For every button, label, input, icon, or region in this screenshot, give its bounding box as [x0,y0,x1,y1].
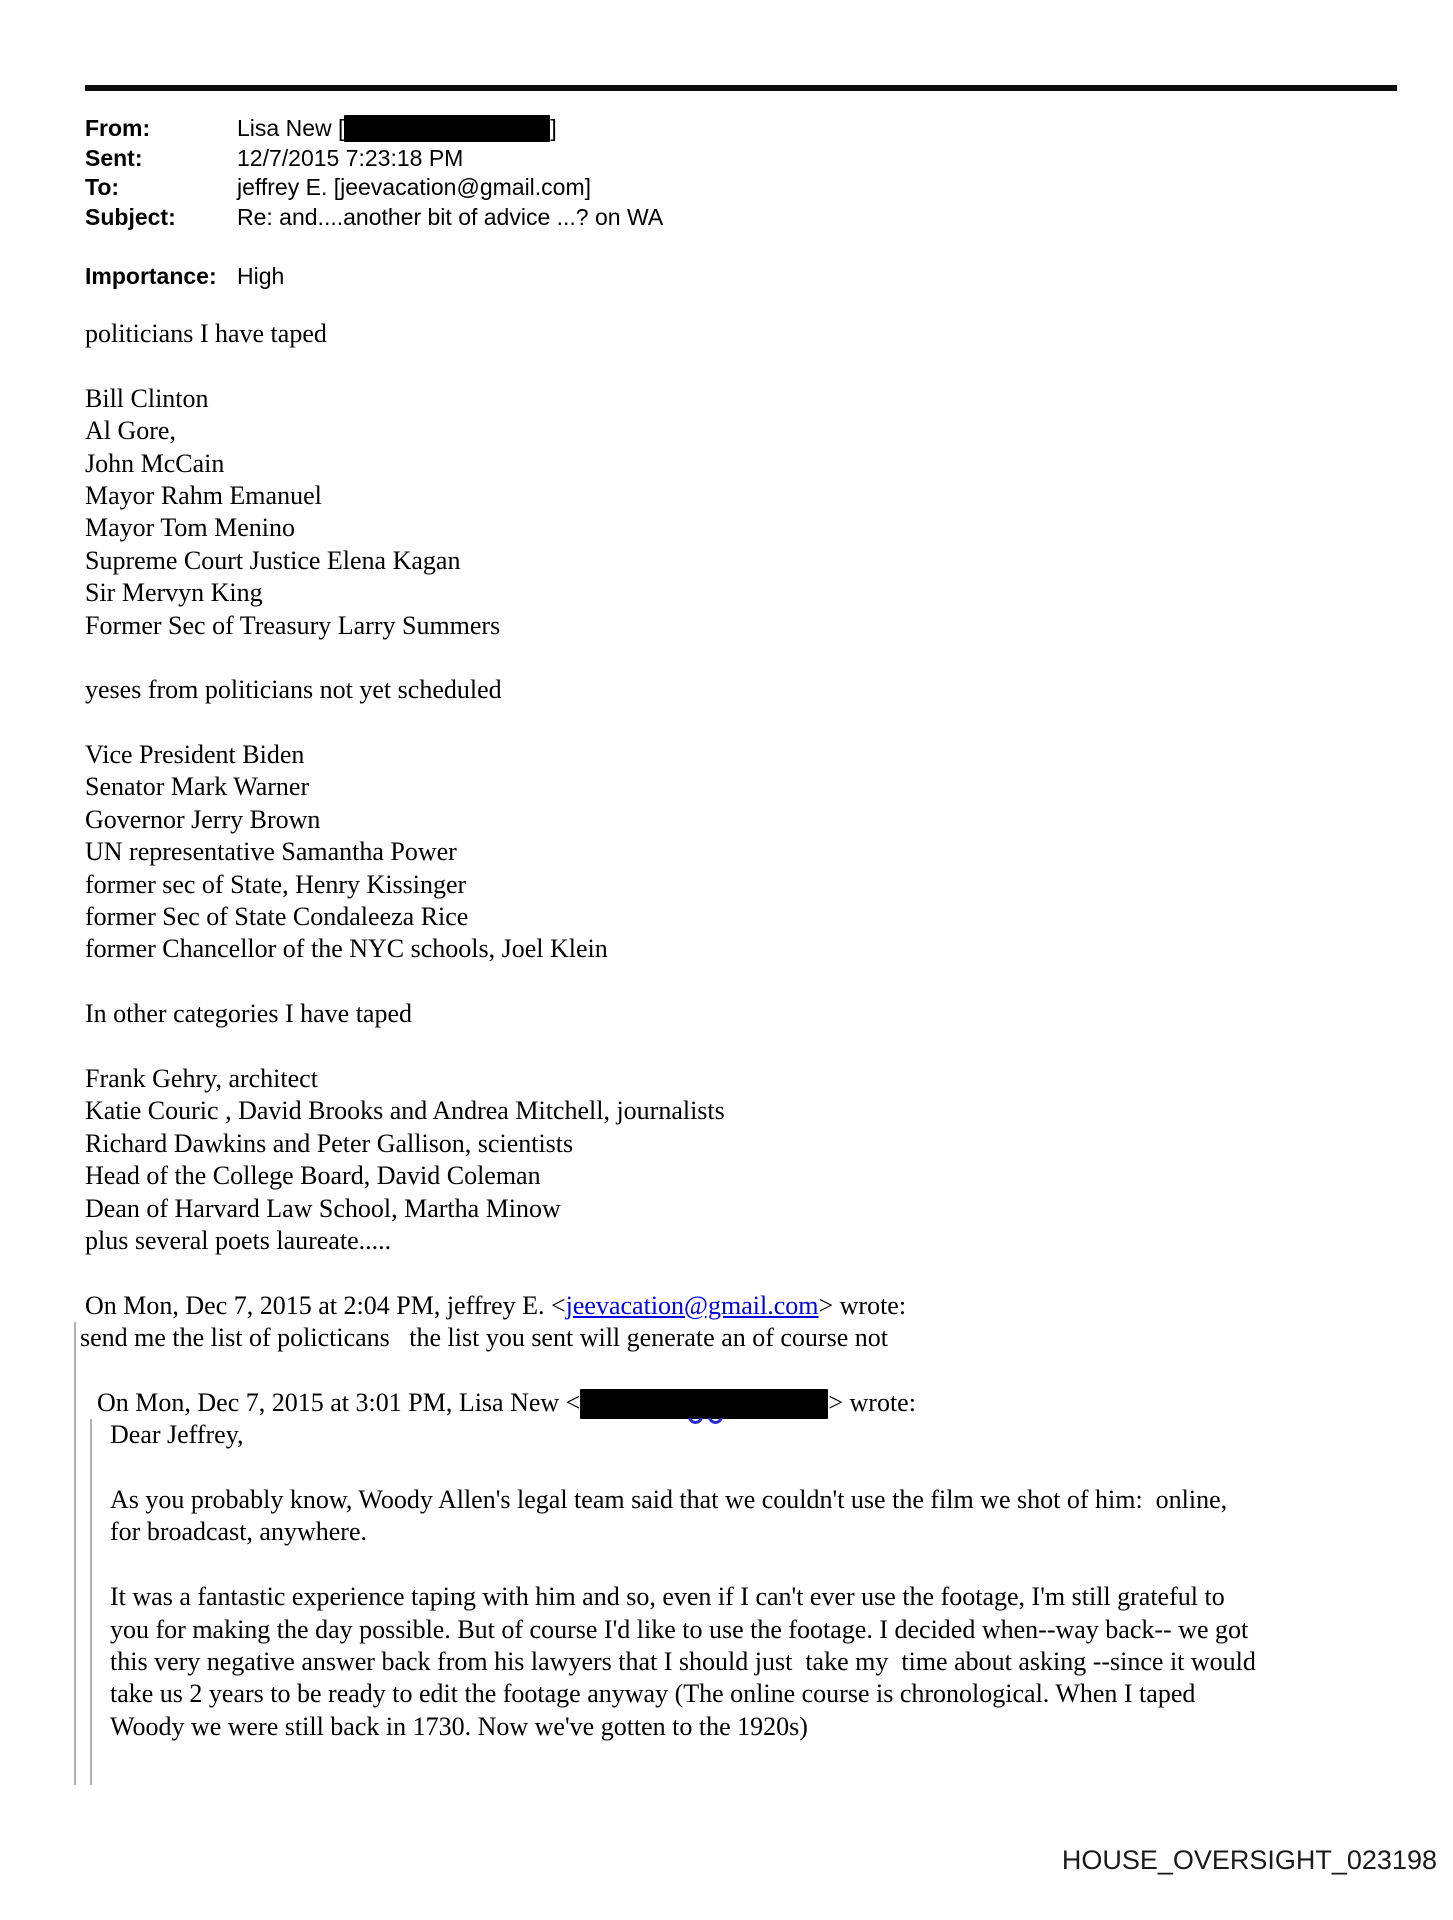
body-line: Senator Mark Warner [85,772,310,802]
body-line: Bill Clinton [85,383,209,413]
email-body [80,318,1425,1785]
blank-line [110,1452,1425,1484]
blue-glyph-fragment [708,1418,723,1424]
body-line: Al Gore, [85,416,176,446]
body-line: Richard Dawkins and Peter Gallison, scientists [85,1128,574,1158]
from-value-post: ] [550,115,557,141]
redaction-box [344,115,550,142]
body-line: former Chancellor of the NYC schools, Joel Klein [85,934,608,964]
header-row-sent [85,144,1425,174]
body-line: Vice President Biden [85,740,305,770]
body-intro: politicians I have taped [85,319,327,348]
from-value [237,114,557,144]
other-categories-list [85,1063,1425,1257]
to-label: To: [85,174,120,200]
header-row-to [85,173,1425,203]
body-line: As you probably know, Woody Allen's legal team said that we couldn't use the film we shot of him: online, [110,1485,1228,1515]
quote-level-2 [90,1419,1425,1785]
paragraph-1 [110,1484,1425,1549]
yeses-heading: yeses from politicians not yet scheduled [85,675,502,705]
blank-line [85,1031,1425,1063]
paragraph-2 [110,1581,1425,1743]
quote-attribution-1 [85,1290,1425,1322]
body-line: Sir Mervyn King [85,578,263,608]
from-value-pre: Lisa New [ [237,115,345,141]
attribution1-post: > wrote: [818,1290,907,1320]
body-line: this very negative answer back from his lawyers that I should just take my time about asking --since it would [110,1647,1256,1677]
body-line: former Sec of State Condaleeza Rice [85,902,469,932]
body-line: Mayor Tom Menino [85,513,296,543]
body-line: for broadcast, anywhere. [110,1517,367,1547]
sent-label: Sent: [85,144,143,171]
attribution2-post: > wrote: [828,1387,916,1417]
body-line: Mayor Rahm Emanuel [85,480,322,510]
blank-line [85,642,1425,674]
redacted-link-peek [686,1418,734,1426]
quote-level-1 [74,1322,1425,1785]
body-line: Head of the College Board, David Coleman [85,1161,541,1191]
document-content [80,114,1425,1785]
attribution2-pre: On Mon, Dec 7, 2015 at 3:01 PM, Lisa New < [97,1387,581,1417]
subject-label: Subject: [85,203,176,230]
header-row-from [85,114,1425,144]
bates-number: HOUSE_OVERSIGHT_023198 [1061,1845,1437,1875]
greeting-line: Dear Jeffrey, [110,1420,244,1450]
attribution1-pre: On Mon, Dec 7, 2015 at 2:04 PM, jeffrey E. < [85,1290,566,1320]
blank-line [85,1257,1425,1289]
importance-label: Importance: [85,262,217,289]
blank-line [85,966,1425,998]
other-categories-heading: In other categories I have taped [85,999,413,1029]
importance-value: High [237,262,285,289]
body-line: Supreme Court Justice Elena Kagan [85,545,461,575]
header-row-subject [85,203,1425,233]
body-line: plus several poets laureate..... [85,1225,392,1255]
blank-line [85,350,1425,382]
blank-line [110,1549,1425,1581]
body-line: It was a fantastic experience taping with him and so, even if I can't ever use the footage, I'm still grateful to [110,1582,1225,1612]
email-header [85,114,1425,291]
blank-line [85,707,1425,739]
body-line: you for making the day possible. But of course I'd like to use the footage. I decided when--way back-- we got [110,1614,1249,1644]
sent-value: 12/7/2015 7:23:18 PM [237,144,464,171]
yeses-list [85,739,1425,966]
body-line: UN representative Samantha Power [85,837,457,867]
subject-value: Re: and....another bit of advice ...? on WA [237,203,664,230]
body-line: Frank Gehry, architect [85,1063,318,1093]
quote1-text: send me the list of policticans the list you sent will generate an of course not [80,1323,888,1353]
body-line: Governor Jerry Brown [85,804,321,834]
email-address-link[interactable]: jeevacation@gmail.com [565,1290,819,1320]
to-value: jeffrey E. [jeevacation@gmail.com] [237,174,592,200]
blank-line [80,1355,1425,1387]
blue-glyph-fragment [688,1418,703,1424]
body-line: Katie Couric , David Brooks and Andrea Mitchell, journalists [85,1096,725,1126]
quote-attribution-2 [97,1387,1425,1419]
header-row-importance [85,262,1425,292]
taped-politicians-list [85,383,1425,642]
from-label: From: [85,115,151,141]
body-line: John McCain [85,448,225,478]
body-line: Dean of Harvard Law School, Martha Minow [85,1193,561,1223]
body-line: Woody we were still back in 1730. Now we've gotten to the 1920s) [110,1711,808,1741]
redaction-box [580,1389,828,1419]
body-line: take us 2 years to be ready to edit the footage anyway (The online course is chronological. When I taped [110,1679,1196,1709]
body-line: former sec of State, Henry Kissinger [85,869,467,899]
body-line: Former Sec of Treasury Larry Summers [85,610,501,640]
header-divider-rule [85,85,1397,91]
